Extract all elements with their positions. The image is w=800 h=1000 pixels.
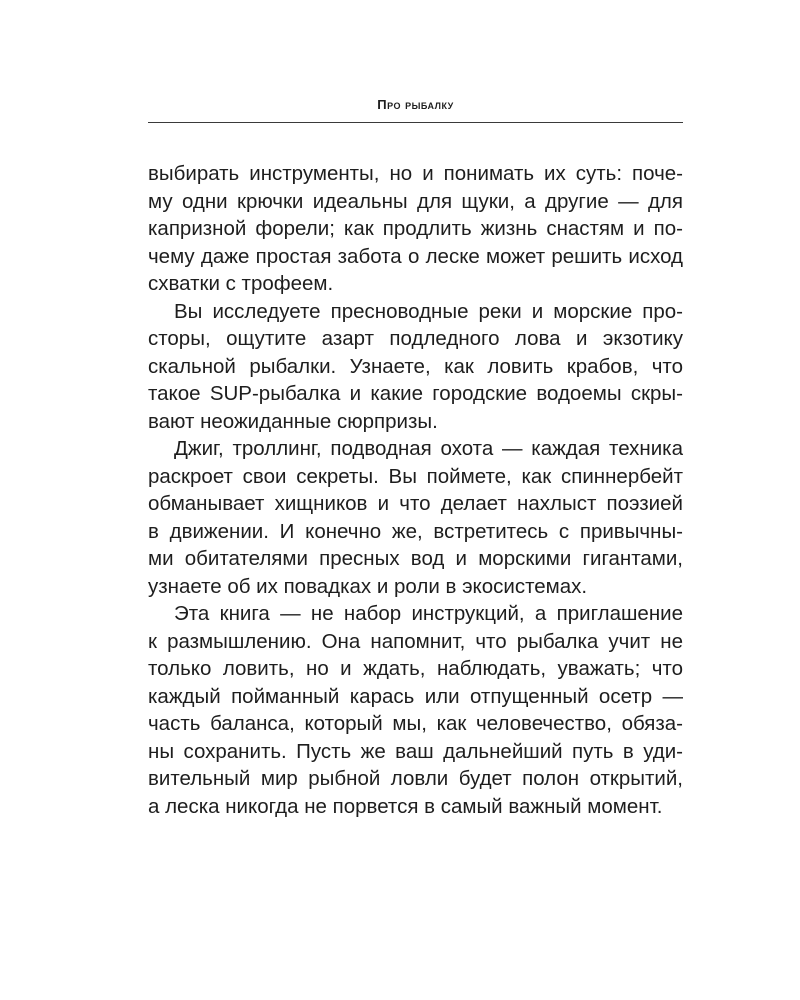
text-line: такое SUP-рыбалка и какие городские водоемы скры- [148, 382, 683, 405]
text-line: вительный мир рыбной ловли будет полон открытий, [148, 767, 683, 790]
running-head: Про рыбалку [377, 97, 454, 112]
text-line: в движении. И конечно же, встретитесь с привычны- [148, 519, 683, 543]
text-line: к размышлению. Она напомнит, что рыбалка учит не [148, 629, 683, 653]
text-line: обманывает хищников и что делает нахлыст поэзией [148, 492, 683, 515]
text-line: раскроет свои секреты. Вы поймете, как спиннербейт [148, 464, 683, 488]
text-line: только ловить, но и ждать, наблюдать, уважать; что [148, 657, 683, 680]
text-line: му одни крючки идеальны для щуки, а другие — для [148, 189, 683, 213]
text-line: чему даже простая забота о леске может решить исход [148, 244, 683, 268]
text-line: скальной рыбалки. Узнаете, как ловить крабов, что [148, 354, 683, 378]
header-rule [148, 122, 683, 123]
book-page [148, 0, 683, 1000]
text-line: каждый пойманный карась или отпущенный осетр — [148, 684, 683, 708]
paragraph [148, 435, 683, 600]
text-line: а леска никогда не порвется в самый важный момент. [148, 794, 663, 818]
paragraph [148, 600, 683, 820]
text-line: Эта книга — не набор инструкций, а приглашение [174, 602, 683, 625]
text-line: ми обитателями пресных вод и морскими гигантами, [148, 547, 683, 570]
body-text [148, 160, 683, 820]
text-line: часть баланса, который мы, как человечество, обяза- [148, 712, 683, 735]
text-line: Вы исследуете пресноводные реки и морские про- [174, 299, 683, 323]
text-line: сторы, ощутите азарт подледного лова и экзотику [148, 327, 683, 350]
text-line: ны сохранить. Пусть же ваш дальнейший путь в уди- [148, 739, 683, 763]
text-line: капризной форели; как продлить жизнь снастям и по- [148, 217, 683, 240]
paragraph [148, 160, 683, 298]
paragraph [148, 298, 683, 436]
text-line: схватки с трофеем. [148, 272, 334, 295]
text-line: Джиг, троллинг, подводная охота — каждая техника [174, 437, 683, 460]
text-line: выбирать инструменты, но и понимать их суть: поче- [148, 162, 683, 185]
text-line: вают неожиданные сюрпризы. [148, 409, 438, 433]
text-line: узнаете об их повадках и роли в экосистемах. [148, 574, 588, 598]
